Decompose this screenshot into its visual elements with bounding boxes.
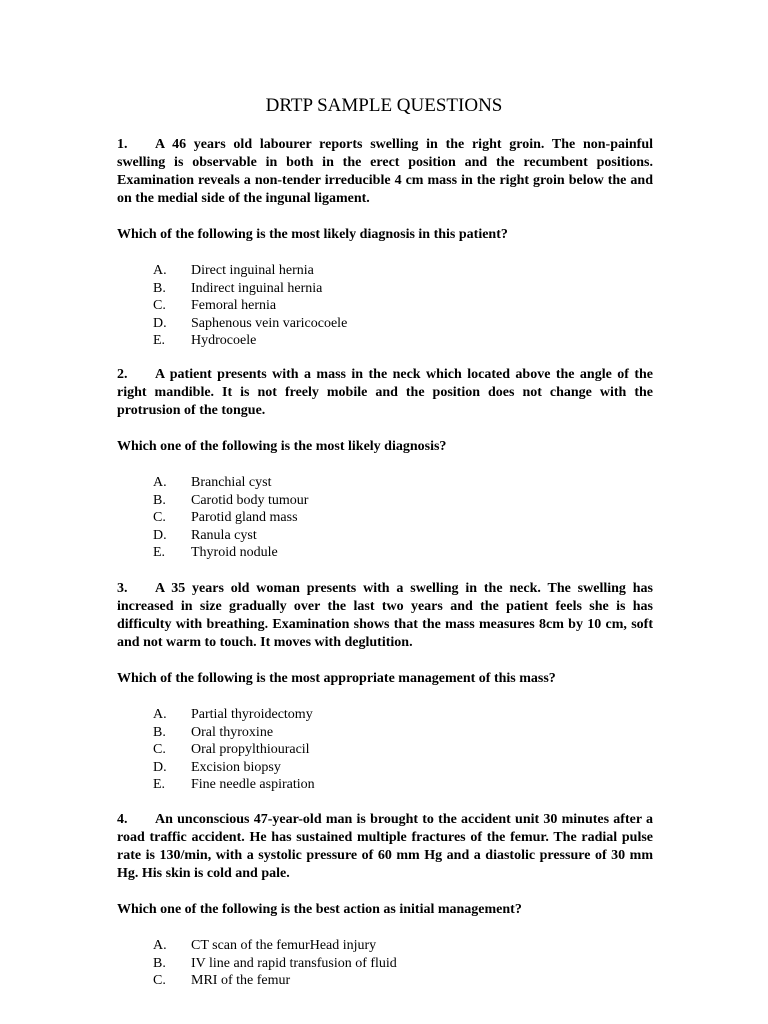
option-text: IV line and rapid transfusion of fluid <box>191 955 397 971</box>
answer-option-a <box>117 474 653 492</box>
option-letter: C. <box>153 973 166 989</box>
option-text: Indirect inguinal hernia <box>191 280 323 296</box>
question-prompt: Which one of the following is the most likely diagnosis? <box>117 439 447 454</box>
option-letter: E. <box>153 545 166 561</box>
page-title: DRTP SAMPLE QUESTIONS <box>265 95 503 116</box>
option-letter: C. <box>153 298 166 314</box>
answer-options <box>117 706 653 794</box>
option-letter: A. <box>153 475 167 490</box>
option-text: Oral thyroxine <box>191 724 274 740</box>
answer-option-d <box>117 527 653 545</box>
option-text: CT scan of the femurHead injury <box>191 938 377 953</box>
option-letter: D. <box>153 527 167 543</box>
question-1 <box>117 136 653 350</box>
option-text: Excision biopsy <box>191 759 281 775</box>
answer-option-a <box>117 937 653 955</box>
option-letter: A. <box>153 938 167 953</box>
option-letter: E. <box>153 777 166 793</box>
answer-option-c <box>117 297 653 315</box>
answer-option-a <box>117 262 653 280</box>
option-text: Femoral hernia <box>191 298 277 314</box>
answer-option-c <box>117 509 653 527</box>
option-text: Saphenous vein varicocoele <box>191 315 348 331</box>
answer-option-b <box>117 724 653 742</box>
question-text: An unconscious 47-year-old man is brought to the accident unit 30 minutes after a road traffic accident. He has sustained multiple fractures of the femur. The radial pulse rate is 130/min, with a systolic pressure of 60 mm Hg and a diastolic pressure of 30 mm Hg. His skin is cold and pale. <box>117 812 653 881</box>
option-letter: E. <box>153 333 166 349</box>
answer-option-b <box>117 280 653 298</box>
question-4 <box>117 811 653 990</box>
option-letter: A. <box>153 707 167 722</box>
answer-option-e <box>117 776 653 794</box>
option-text: Parotid gland mass <box>191 510 298 526</box>
question-3 <box>117 580 653 794</box>
option-text: Hydrocoele <box>191 333 257 349</box>
question-number: 1. <box>117 137 128 152</box>
answer-option-b <box>117 492 653 510</box>
option-letter: B. <box>153 492 166 508</box>
question-text: A 46 years old labourer reports swelling in the right groin. The non-painful swelling is observable in both in the erect position and the recumbent positions. Examination reveals a non-tender irreducible 4 cm mass in the right groin below the and on the medial side of the ingunal ligament. <box>117 137 653 206</box>
question-2 <box>117 366 653 562</box>
answer-option-e <box>117 544 653 562</box>
option-text: MRI of the femur <box>191 973 291 989</box>
option-letter: B. <box>153 724 166 740</box>
answer-options <box>117 937 653 990</box>
option-letter: C. <box>153 742 166 758</box>
option-text: Ranula cyst <box>191 527 257 543</box>
question-text: A patient presents with a mass in the neck which located above the angle of the right mandible. It is not freely mobile and the position does not change with the protrusion of the tongue. <box>117 367 653 418</box>
answer-option-d <box>117 315 653 333</box>
option-letter: C. <box>153 510 166 526</box>
answer-option-e <box>117 332 653 350</box>
option-text: Fine needle aspiration <box>191 777 315 793</box>
option-letter: B. <box>153 280 166 296</box>
option-text: Thyroid nodule <box>191 545 278 561</box>
option-letter: D. <box>153 315 167 331</box>
question-stem <box>117 580 653 652</box>
question-text: A 35 years old woman presents with a swelling in the neck. The swelling has increased in size gradually over the last two years and the patient feels she is has difficulty with breathing. Examination shows that the mass measures 8cm by 10 cm, soft and not warm to touch. It moves with deglutition. <box>117 581 653 650</box>
answer-option-a <box>117 706 653 724</box>
question-number: 3. <box>117 581 128 596</box>
option-letter: D. <box>153 759 167 775</box>
question-number: 2. <box>117 367 128 382</box>
answer-option-c <box>117 741 653 759</box>
option-letter: A. <box>153 263 167 278</box>
question-prompt: Which of the following is the most appropriate management of this mass? <box>117 671 556 686</box>
answer-option-d <box>117 759 653 777</box>
question-stem <box>117 136 653 208</box>
question-stem <box>117 366 653 420</box>
answer-option-c <box>117 972 653 990</box>
answer-option-b <box>117 955 653 973</box>
question-number: 4. <box>117 812 128 827</box>
question-stem <box>117 811 653 883</box>
option-text: Branchial cyst <box>191 475 272 490</box>
answer-options <box>117 262 653 350</box>
option-letter: B. <box>153 955 166 971</box>
option-text: Partial thyroidectomy <box>191 707 313 722</box>
option-text: Carotid body tumour <box>191 492 309 508</box>
question-prompt: Which one of the following is the best action as initial management? <box>117 902 522 917</box>
question-prompt: Which of the following is the most likely diagnosis in this patient? <box>117 227 508 242</box>
option-text: Direct inguinal hernia <box>191 263 314 278</box>
option-text: Oral propylthiouracil <box>191 742 310 758</box>
answer-options <box>117 474 653 562</box>
